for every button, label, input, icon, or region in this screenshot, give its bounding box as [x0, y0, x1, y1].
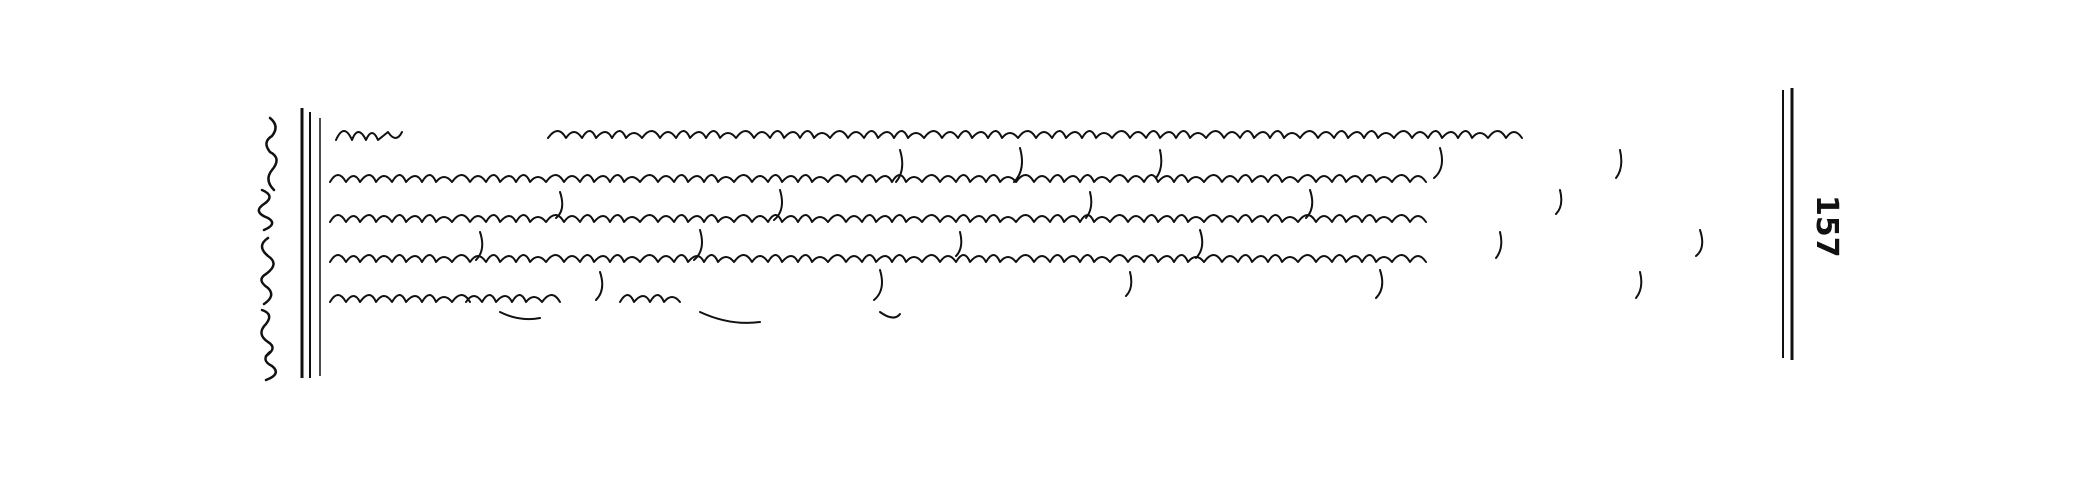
left-margin-title [259, 118, 277, 380]
text-line-5 [330, 295, 680, 302]
text-line-2 [330, 175, 1426, 182]
text-line-3 [330, 215, 1426, 222]
manuscript-text [330, 131, 1702, 323]
right-border [1783, 88, 1792, 360]
text-line-1 [336, 131, 1522, 140]
left-border [302, 108, 320, 378]
text-line-4 [330, 255, 1426, 262]
page-number: 157 [1809, 195, 1844, 258]
